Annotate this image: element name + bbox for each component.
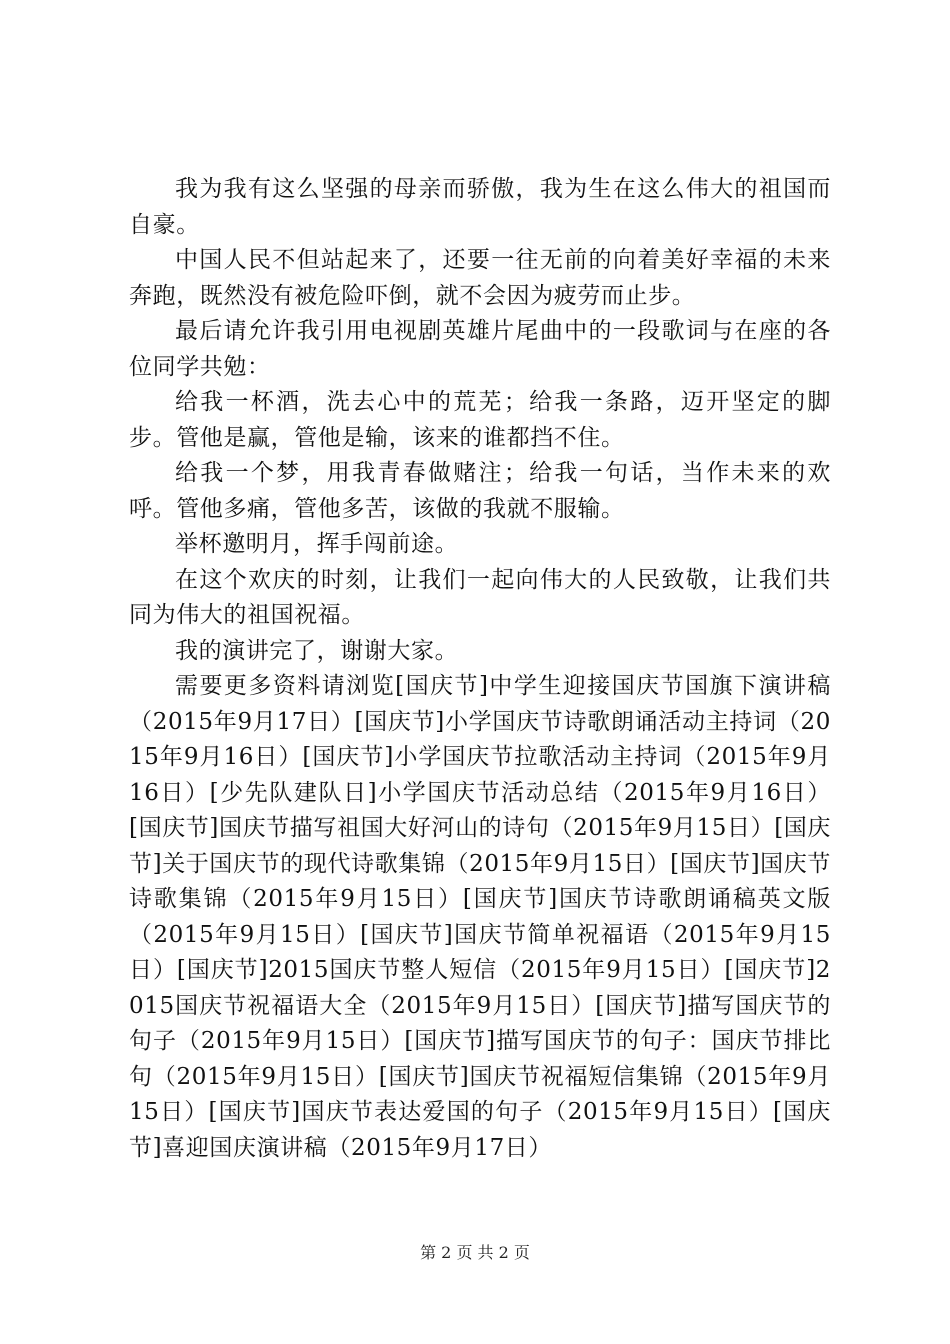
paragraph-chinese-people: 中国人民不但站起来了，还要一往无前的向着美好幸福的未来奔跑，既然没有被危险吓倒，就不会因为疲劳而止步。 [129,247,831,309]
page-footer: 第 2 页 共 2 页 [420,1243,530,1262]
paragraph-more-resources: 需要更多资料请浏览[国庆节]中学生迎接国庆节国旗下演讲稿（2015年9月17日）[国庆节]小学国庆节诗歌朗诵活动主持词（2015年9月16日）[国庆节]小学国庆节拉歌活动主持词（2015年9月16日）[少先队建队日]小学国庆节活动总结（2015年9月16日）[国庆节]国庆节描写祖国大好河山的诗句（2015年9月15日）[国庆节]关于国庆节的现代诗歌集锦（2015年9月15日）[国庆节]国庆节诗歌集锦（2015年9月15日）[国庆节]国庆节诗歌朗诵稿英文版（2015年9月15日）[国庆节]国庆节简单祝福语（2015年9月15日）[国庆节]2015国庆节整人短信（2015年9月15日）[国庆节]2015国庆节祝福语大全（2015年9月15日）[国庆节]描写国庆节的句子（2015年9月15日）[国庆节]描写国庆节的句子：国庆节排比句（2015年9月15日）[国庆节]国庆节祝福短信集锦（2015年9月15日）[国庆节]国庆节表达爱国的句子（2015年9月15日）[国庆节]喜迎国庆演讲稿（2015年9月17日） [129,673,831,1161]
paragraph-toast: 举杯邀明月，挥手闯前途。 [175,531,459,557]
paragraph-pride: 我为我有这么坚强的母亲而骄傲，我为生在这么伟大的祖国而自豪。 [129,176,831,238]
paragraph-lyric-1: 给我一杯酒，洗去心中的荒芜；给我一条路，迈开坚定的脚步。管他是赢，管他是输，该来的谁都挡不住。 [129,389,831,451]
paragraph-lyric-2: 给我一个梦，用我青春做赌注；给我一句话，当作未来的欢呼。管他多痛，管他多苦，该做的我就不服输。 [129,460,831,522]
paragraph-closing: 我的演讲完了，谢谢大家。 [175,637,459,664]
paragraph-quote-intro: 最后请允许我引用电视剧英雄片尾曲中的一段歌词与在座的各位同学共勉： [129,318,831,380]
document-body [129,172,831,1166]
paragraph-celebration: 在这个欢庆的时刻，让我们一起向伟大的人民致敬，让我们共同为伟大的祖国祝福。 [129,566,831,628]
